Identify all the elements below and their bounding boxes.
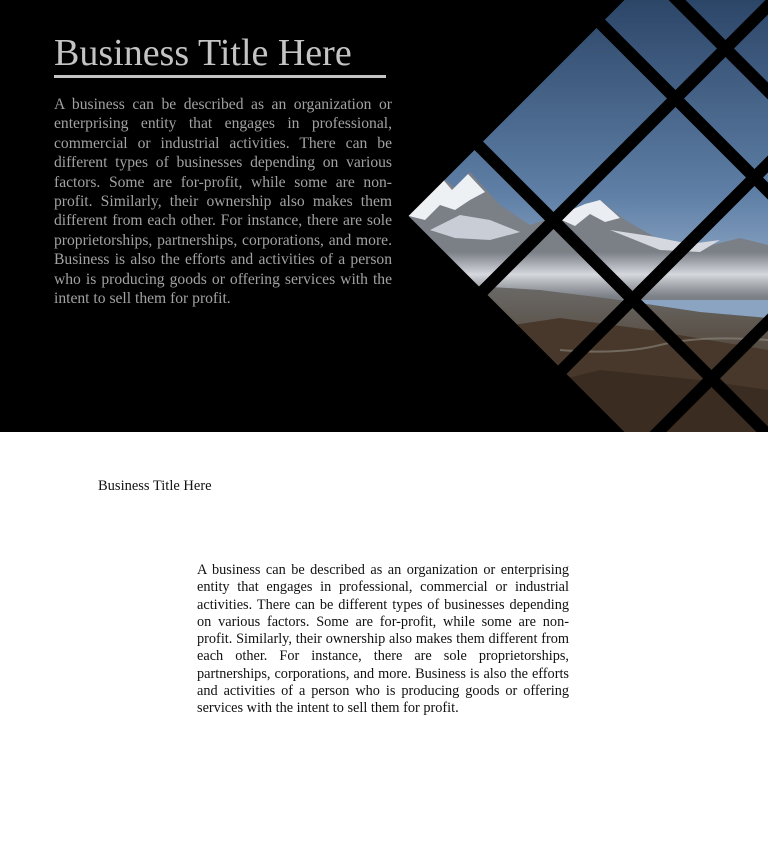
document-body: A business can be described as an organization or enterprising entity that engages in professional, commercial or industrial activities. There can be different types of businesses depending on various factors. Some are for-profit, while some are non-profit. Similarly, their ownership also makes them different from each other. For instance, there are sole proprietorships, partnerships, corporations, and more. Business is also the efforts and activities of a person who is producing goods or offering services with the intent to sell them for profit. bbox=[197, 562, 569, 717]
hero-banner bbox=[0, 0, 768, 432]
hero-title: Business Title Here bbox=[54, 32, 386, 78]
document-title: Business Title Here bbox=[98, 478, 212, 494]
hero-description: A business can be described as an organization or enterprising entity that engages in professional, commercial or industrial activities. There can be different types of businesses depending on various factors. Some are for-profit, while some are non-profit. Similarly, their ownership also makes them different from each other. For instance, there are sole proprietorships, partnerships, corporations, and more. Business is also the efforts and activities of a person who is producing goods or offering services with the intent to sell them for profit. bbox=[54, 96, 392, 308]
